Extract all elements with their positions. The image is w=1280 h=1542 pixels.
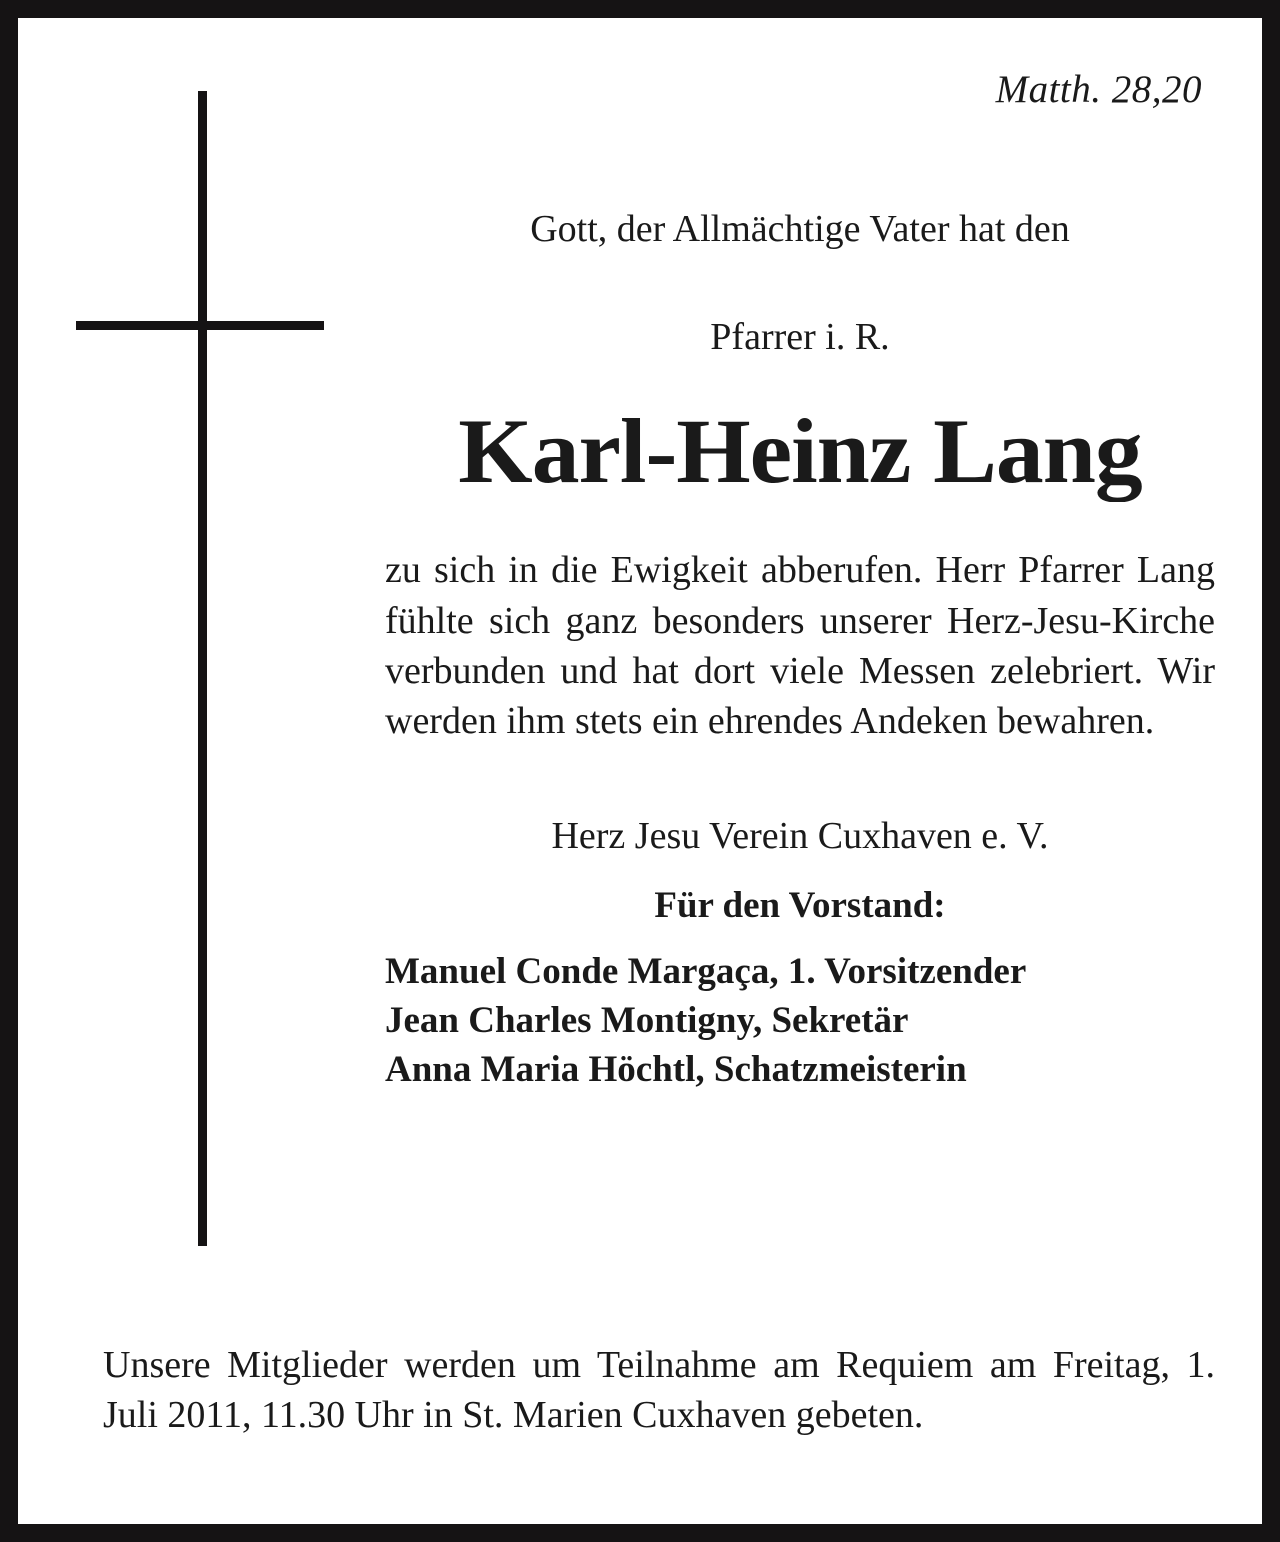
board-member: Anna Maria Höchtl, Schatzmeisterin [385, 1048, 967, 1090]
requiem-footer-note: Unsere Mitglieder werden um Teilnahme am Requiem am Freitag, 1. Juli 2011, 11.30 Uhr in St. Marien Cuxhaven gebeten. [103, 1344, 1215, 1437]
cross-arm [76, 321, 324, 330]
cross-icon [58, 73, 348, 1263]
text-column [385, 18, 1215, 1094]
cross-stem [198, 91, 207, 1246]
notice-inner-panel [18, 18, 1262, 1524]
board-member: Manuel Conde Margaça, 1. Vorsitzender [385, 950, 1027, 992]
deceased-name: Karl-Heinz Lang [458, 400, 1142, 503]
scripture-citation: Matth. 28,20 [995, 68, 1202, 111]
deceased-role: Pfarrer i. R. [710, 315, 890, 358]
memorial-body-text: zu sich in die Ewigkeit abberufen. Herr Pfarrer Lang fühlte sich ganz besonders unserer Herz-Jesu-Kirche verbunden und hat dort viele Messen zelebriert. Wir werden ihm stets ein ehrendes Andeken bewahren. [385, 549, 1215, 742]
association-name: Herz Jesu Verein Cuxhaven e. V. [551, 815, 1049, 857]
board-label: Für den Vorstand: [654, 884, 946, 926]
board-member-list [385, 948, 1215, 1094]
board-member: Jean Charles Montigny, Sekretär [385, 999, 909, 1041]
lead-line: Gott, der Allmächtige Vater hat den [530, 208, 1070, 250]
